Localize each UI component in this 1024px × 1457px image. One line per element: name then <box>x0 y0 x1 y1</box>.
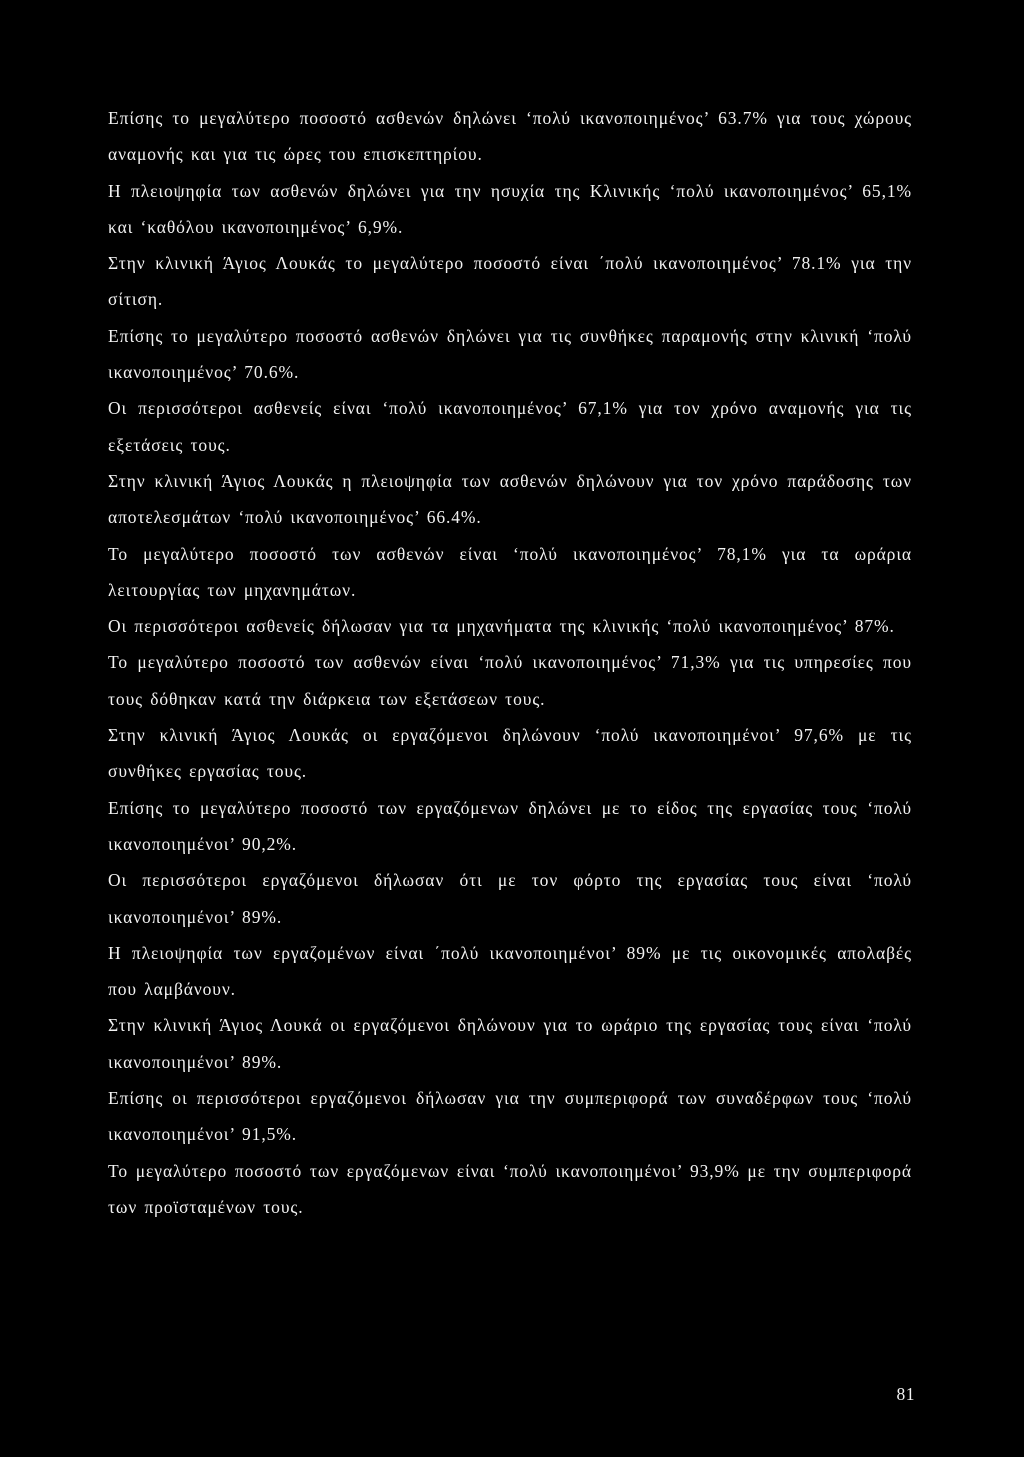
paragraph: Επίσης το μεγαλύτερο ποσοστό των εργαζόμενων δηλώνει με το είδος της εργασίας τους ‘πολύ ικανοποιημένοι’ 90,2%. <box>108 797 912 854</box>
paragraph: Στην κλινική Άγιος Λουκά οι εργαζόμενοι δηλώνουν για το ωράριο της εργασίας τους είναι ‘πολύ ικανοποιημένοι’ 89%. <box>108 1015 912 1072</box>
document-body <box>108 100 912 1225</box>
paragraph: Στην κλινική Άγιος Λουκάς το μεγαλύτερο ποσοστό είναι ΄πολύ ικανοποιημένος’ 78.1% για την σίτιση. <box>108 253 912 310</box>
paragraph: Η πλειοψηφία των ασθενών δηλώνει για την ησυχία της Κλινικής ‘πολύ ικανοποιημένος’ 65,1% και ‘καθόλου ικανοποιημένος’ 6,9%. <box>108 180 912 237</box>
paragraph: Επίσης το μεγαλύτερο ποσοστό ασθενών δηλώνει ‘πολύ ικανοποιημένος’ 63.7% για τους χώρους αναμονής και για τις ώρες του επισκεπτηρίου. <box>108 108 912 165</box>
paragraph: Επίσης οι περισσότεροι εργαζόμενοι δήλωσαν για την συμπεριφορά των συναδέρφων τους ‘πολύ ικανοποιημένοι’ 91,5%. <box>108 1088 912 1145</box>
paragraph: Στην κλινική Άγιος Λουκάς η πλειοψηφία των ασθενών δηλώνουν για τον χρόνο παράδοσης των αποτελεσμάτων ‘πολύ ικανοποιημένος’ 66.4%. <box>108 470 912 528</box>
paragraph: Επίσης το μεγαλύτερο ποσοστό ασθενών δηλώνει για τις συνθήκες παραμονής στην κλινική ‘πολύ ικανοποιημένος’ 70.6%. <box>108 325 912 383</box>
paragraph: Το μεγαλύτερο ποσοστό των εργαζόμενων είναι ‘πολύ ικανοποιημένοι’ 93,9% με την συμπεριφορά των προϊσταμένων τους. <box>108 1160 912 1217</box>
paragraph: Οι περισσότεροι ασθενείς είναι ‘πολύ ικανοποιημένος’ 67,1% για τον χρόνο αναμονής για τις εξετάσεις τους. <box>108 398 912 455</box>
paragraph: Στην κλινική Άγιος Λουκάς οι εργαζόμενοι δηλώνουν ‘πολύ ικανοποιημένοι’ 97,6% με τις συνθήκες εργασίας τους. <box>108 725 912 782</box>
paragraph: Το μεγαλύτερο ποσοστό των ασθενών είναι ‘πολύ ικανοποιημένος’ 71,3% για τις υπηρεσίες που τους δόθηκαν κατά την διάρκεια των εξετάσεων τους. <box>108 652 912 709</box>
page-number: 81 <box>896 1384 915 1404</box>
paragraph: Οι περισσότεροι ασθενείς δήλωσαν για τα μηχανήματα της κλινικής ‘πολύ ικανοποιημένος’ 87%. <box>108 616 895 637</box>
paragraph: Οι περισσότεροι εργαζόμενοι δήλωσαν ότι με τον φόρτο της εργασίας τους είναι ‘πολύ ικανοποιημένοι’ 89%. <box>108 870 912 927</box>
paragraph: Το μεγαλύτερο ποσοστό των ασθενών είναι ‘πολύ ικανοποιημένος’ 78,1% για τα ωράρια λειτουργίας των μηχανημάτων. <box>108 543 912 600</box>
paragraph: Η πλειοψηφία των εργαζομένων είναι ΄πολύ ικανοποιημένοι’ 89% με τις οικονομικές απολαβές που λαμβάνουν. <box>108 942 912 1000</box>
